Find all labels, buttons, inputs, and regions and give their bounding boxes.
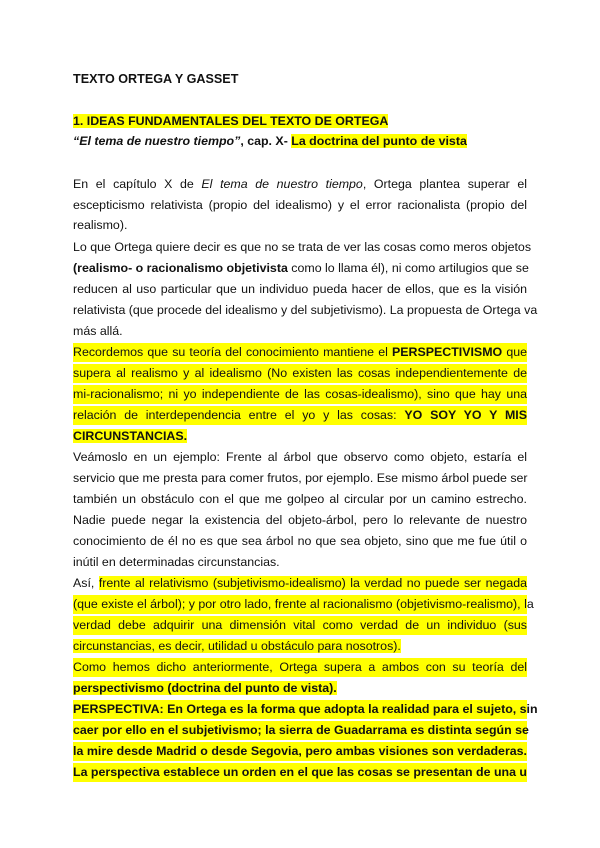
p3-bold-phrase-end: CIRCUNSTANCIAS. — [73, 429, 188, 443]
paragraph-5-line — [73, 637, 527, 656]
p3-text-c: relación de interdependencia entre el yo y las cosas: — [73, 408, 405, 422]
paragraph-4-line: Nadie puede negar la existencia del objeto-árbol, pero lo relevante de nuestro — [73, 513, 527, 527]
p1-text-a: En el capítulo X de — [73, 177, 202, 191]
paragraph-2-line: relativista (que procede del idealismo y del subjetivismo). La propuesta de Ortega va — [73, 303, 538, 317]
p1-work-title: El tema de nuestro tiempo — [201, 177, 363, 191]
subtitle — [73, 132, 527, 151]
paragraph-6-line — [73, 679, 527, 698]
paragraph-5-line: verdad debe adquirir una dimensión vital como verdad de un individuo (sus — [73, 616, 527, 635]
document-title: TEXTO ORTEGA Y GASSET — [73, 72, 239, 86]
p5-highlight: frente al relativismo (subjetivismo-idealismo) la verdad no puede ser negada — [98, 576, 527, 590]
subtitle-work: “El tema de nuestro tiempo” — [73, 134, 241, 148]
paragraph-5-line: (que existe el árbol); y por otro lado, frente al racionalismo (objetivismo-realismo), la — [73, 595, 527, 614]
paragraph-7-line: La perspectiva establece un orden en el que las cosas se presentan de una u — [73, 763, 527, 782]
p5-highlight-end: circunstancias, es decir, utilidad u obstáculo para nosotros). — [73, 639, 401, 653]
section-heading-text: 1. IDEAS FUNDAMENTALES DEL TEXTO DE ORTEGA — [73, 114, 389, 128]
paragraph-1-line — [73, 175, 527, 194]
section-heading — [73, 112, 527, 131]
subtitle-chapter: , cap. X- — [240, 134, 292, 148]
paragraph-1-line: realismo). — [73, 218, 128, 232]
p3-bold-term: PERSPECTIVISMO — [392, 345, 503, 359]
subtitle-topic: La doctrina del punto de vista — [291, 134, 467, 148]
paragraph-4-line: servicio que me presta para comer frutos, por ejemplo. Ese mismo árbol puede ser — [73, 471, 528, 485]
p2-text: como lo llama él), ni como artilugios que se — [287, 261, 529, 275]
p6-bold-term: perspectivismo (doctrina del punto de vista). — [73, 681, 337, 695]
paragraph-3-line: supera al realismo y al idealismo (No existen las cosas independientemente de — [73, 364, 527, 383]
paragraph-2-line: reducen al uso particular que un individuo pueda hacer de ellos, que es la visión — [73, 282, 527, 296]
paragraph-4-line: inútil en determinadas circunstancias. — [73, 555, 280, 569]
paragraph-3-line — [73, 343, 527, 362]
p5-text-a: Así, — [73, 576, 99, 590]
paragraph-3-line — [73, 427, 527, 446]
paragraph-4-line: Veámoslo en un ejemplo: Frente al árbol que observo como objeto, estaría el — [73, 450, 527, 464]
paragraph-7-line: caer por ello en el subjetivismo; la sierra de Guadarrama es distinta según se — [73, 721, 527, 740]
paragraph-2-line — [73, 259, 527, 278]
paragraph-3-line: mi-racionalismo; ni yo independiente de las cosas-idealismo), sino que hay una — [73, 385, 527, 404]
paragraph-6-line: Como hemos dicho anteriormente, Ortega supera a ambos con su teoría del — [73, 658, 527, 677]
paragraph-7-line: PERSPECTIVA: En Ortega es la forma que adopta la realidad para el sujeto, sin — [73, 700, 527, 719]
paragraph-4-line: conocimiento de él no es que sea árbol no que sea objeto, sino que me fue útil o — [73, 534, 527, 548]
p3-bold-phrase: YO SOY YO Y MIS — [404, 408, 528, 422]
p1-text-b: , Ortega plantea superar el — [362, 177, 527, 191]
p2-bold-term: (realismo- o racionalismo objetivista — [73, 261, 288, 275]
paragraph-4-line: también un obstáculo con el que me golpeo al circular por un camino estrecho. — [73, 492, 527, 506]
paragraph-2-line: más allá. — [73, 324, 123, 338]
p3-text-b: que — [502, 345, 527, 359]
paragraph-7-line: la mire desde Madrid o desde Segovia, pero ambas visiones son verdaderas. — [73, 742, 527, 761]
paragraph-3-line — [73, 406, 527, 425]
p3-text-a: Recordemos que su teoría del conocimiento mantiene el — [73, 345, 392, 359]
paragraph-2-line: Lo que Ortega quiere decir es que no se trata de ver las cosas como meros objetos — [73, 240, 532, 254]
paragraph-5-line — [73, 574, 527, 593]
paragraph-1-line: escepticismo relativista (propio del idealismo) y el error racionalista (propio del — [73, 198, 527, 212]
